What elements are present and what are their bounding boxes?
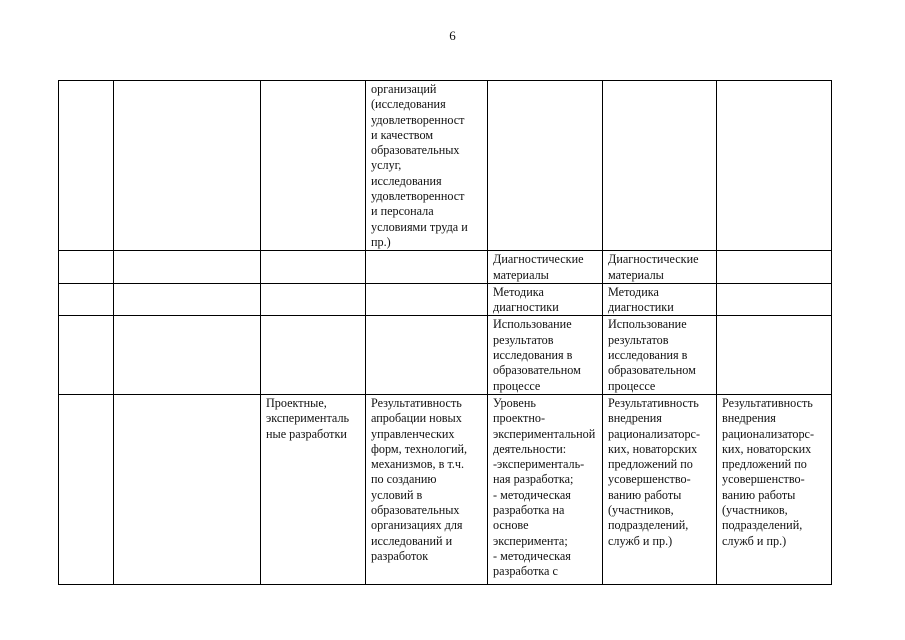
table-cell bbox=[261, 81, 366, 251]
table-row bbox=[59, 283, 832, 316]
table-cell bbox=[261, 283, 366, 316]
table-cell bbox=[114, 251, 261, 284]
table-cell: Методика диагностики bbox=[603, 283, 717, 316]
table-cell bbox=[717, 251, 832, 284]
table-cell: Диагностические материалы bbox=[603, 251, 717, 284]
table-cell bbox=[603, 81, 717, 251]
table-cell: Уровень проектно- экспериментальной деятельности: -эксперименталь- ная разработка; - методическая разработка на основe эксперимента; - методическая разработка с bbox=[488, 394, 603, 584]
table-cell bbox=[59, 251, 114, 284]
table-cell bbox=[717, 316, 832, 394]
table-cell: Использование результатов исследования в образовательном процессе bbox=[603, 316, 717, 394]
table-cell: Проектные, эксперименталь ные разработки bbox=[261, 394, 366, 584]
table-cell bbox=[59, 81, 114, 251]
table-cell bbox=[59, 394, 114, 584]
table-cell: Методика диагностики bbox=[488, 283, 603, 316]
table-cell bbox=[59, 283, 114, 316]
table-row bbox=[59, 81, 832, 251]
table-cell bbox=[114, 283, 261, 316]
table-cell bbox=[366, 283, 488, 316]
table-cell bbox=[114, 394, 261, 584]
table-cell: Использование результатов исследования в образовательном процессе bbox=[488, 316, 603, 394]
table-cell: Результативность внедрения рационализаторс- ких, новаторских предложений по усовершенство- ванию работы (участников, подразделений, служб и пр.) bbox=[603, 394, 717, 584]
table-cell: Диагностические материалы bbox=[488, 251, 603, 284]
table-cell bbox=[261, 251, 366, 284]
document-table bbox=[58, 80, 832, 585]
page-number: 6 bbox=[449, 28, 456, 43]
table-cell: Результативность внедрения рационализаторс- ких, новаторских предложений по усовершенство- ванию работы (участников, подразделений, служб и пр.) bbox=[717, 394, 832, 584]
table-row bbox=[59, 394, 832, 584]
table-row bbox=[59, 316, 832, 394]
table-cell bbox=[717, 283, 832, 316]
table-cell bbox=[114, 316, 261, 394]
table-cell bbox=[488, 81, 603, 251]
table-cell bbox=[261, 316, 366, 394]
table-cell bbox=[59, 316, 114, 394]
table-cell bbox=[366, 316, 488, 394]
table-cell: Результативность апробации новых управленческих форм, технологий, механизмов, в т.ч. по созданию условий в образовательных организациях для исследований и разработок bbox=[366, 394, 488, 584]
table-row bbox=[59, 251, 832, 284]
table-cell bbox=[366, 251, 488, 284]
table-cell: организаций (исследования удовлетворенност и качеством образовательных услуг, исследования удовлетворенност и персонала условиями труда и пр.) bbox=[366, 81, 488, 251]
table-cell bbox=[114, 81, 261, 251]
table-cell bbox=[717, 81, 832, 251]
